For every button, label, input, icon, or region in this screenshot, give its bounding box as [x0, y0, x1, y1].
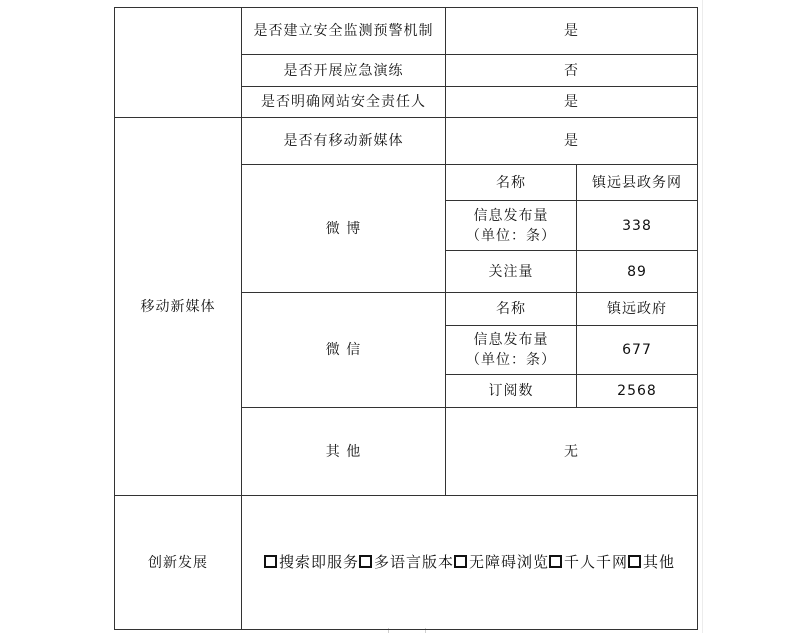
report-table: [114, 7, 698, 630]
wechat-subscribers-value: 2568: [577, 375, 698, 408]
page-edge: [702, 0, 703, 633]
option-label: 千人千网: [564, 552, 629, 571]
posts-label-line2: （单位：条）: [466, 352, 556, 368]
weibo-name-label: 名称: [446, 165, 577, 201]
weibo-posts-label: [446, 201, 577, 251]
checkbox-icon[interactable]: [264, 555, 277, 568]
innovation-options: [242, 496, 698, 630]
checkbox-icon[interactable]: [628, 555, 641, 568]
posts-label-line2: （单位：条）: [466, 227, 556, 244]
empty-section-cell: [115, 8, 242, 118]
table-row: [115, 118, 698, 165]
weibo-followers-value: 89: [577, 251, 698, 293]
table-row: [115, 496, 698, 630]
weibo-posts-value: 338: [577, 201, 698, 251]
checkbox-icon[interactable]: [454, 555, 467, 568]
posts-label-line1: 信息发布量: [473, 207, 549, 224]
option-personalized[interactable]: [549, 552, 628, 572]
wechat-posts-value: 677: [577, 326, 698, 375]
posts-label-line1: 信息发布量: [473, 332, 549, 348]
row-value: 否: [446, 55, 698, 87]
option-label: 其他: [643, 552, 676, 571]
row-value: 是: [446, 118, 698, 165]
option-label: 无障碍浏览: [468, 552, 549, 571]
row-label: 是否建立安全监测预警机制: [242, 8, 446, 55]
row-label: 是否明确网站安全责任人: [242, 87, 446, 118]
weibo-followers-label: 关注量: [446, 251, 577, 293]
row-label: 是否有移动新媒体: [242, 118, 446, 165]
innovation-section-label: 创新发展: [115, 496, 242, 630]
wechat-subscribers-label: 订阅数: [446, 375, 577, 408]
wechat-posts-label: [446, 326, 577, 375]
mobile-section-label: 移动新媒体: [115, 118, 242, 496]
table-row: [115, 8, 698, 55]
weibo-label: 微 博: [242, 165, 446, 293]
weibo-name-value: 镇远县政务网: [577, 165, 698, 201]
wechat-label: 微 信: [242, 293, 446, 408]
option-label: 搜索即服务: [278, 552, 359, 571]
row-value: 是: [446, 8, 698, 55]
checkbox-icon[interactable]: [359, 555, 372, 568]
row-value: 是: [446, 87, 698, 118]
option-other[interactable]: [628, 552, 675, 572]
option-accessibility[interactable]: [454, 552, 549, 572]
other-value: 无: [446, 408, 698, 496]
row-label: 是否开展应急演练: [242, 55, 446, 87]
wechat-name-value: 镇远政府: [577, 293, 698, 326]
option-label: 多语言版本: [373, 552, 454, 571]
wechat-name-label: 名称: [446, 293, 577, 326]
other-label: 其 他: [242, 408, 446, 496]
option-multilingual[interactable]: [359, 552, 454, 572]
option-search-service[interactable]: [264, 552, 359, 572]
checkbox-icon[interactable]: [549, 555, 562, 568]
